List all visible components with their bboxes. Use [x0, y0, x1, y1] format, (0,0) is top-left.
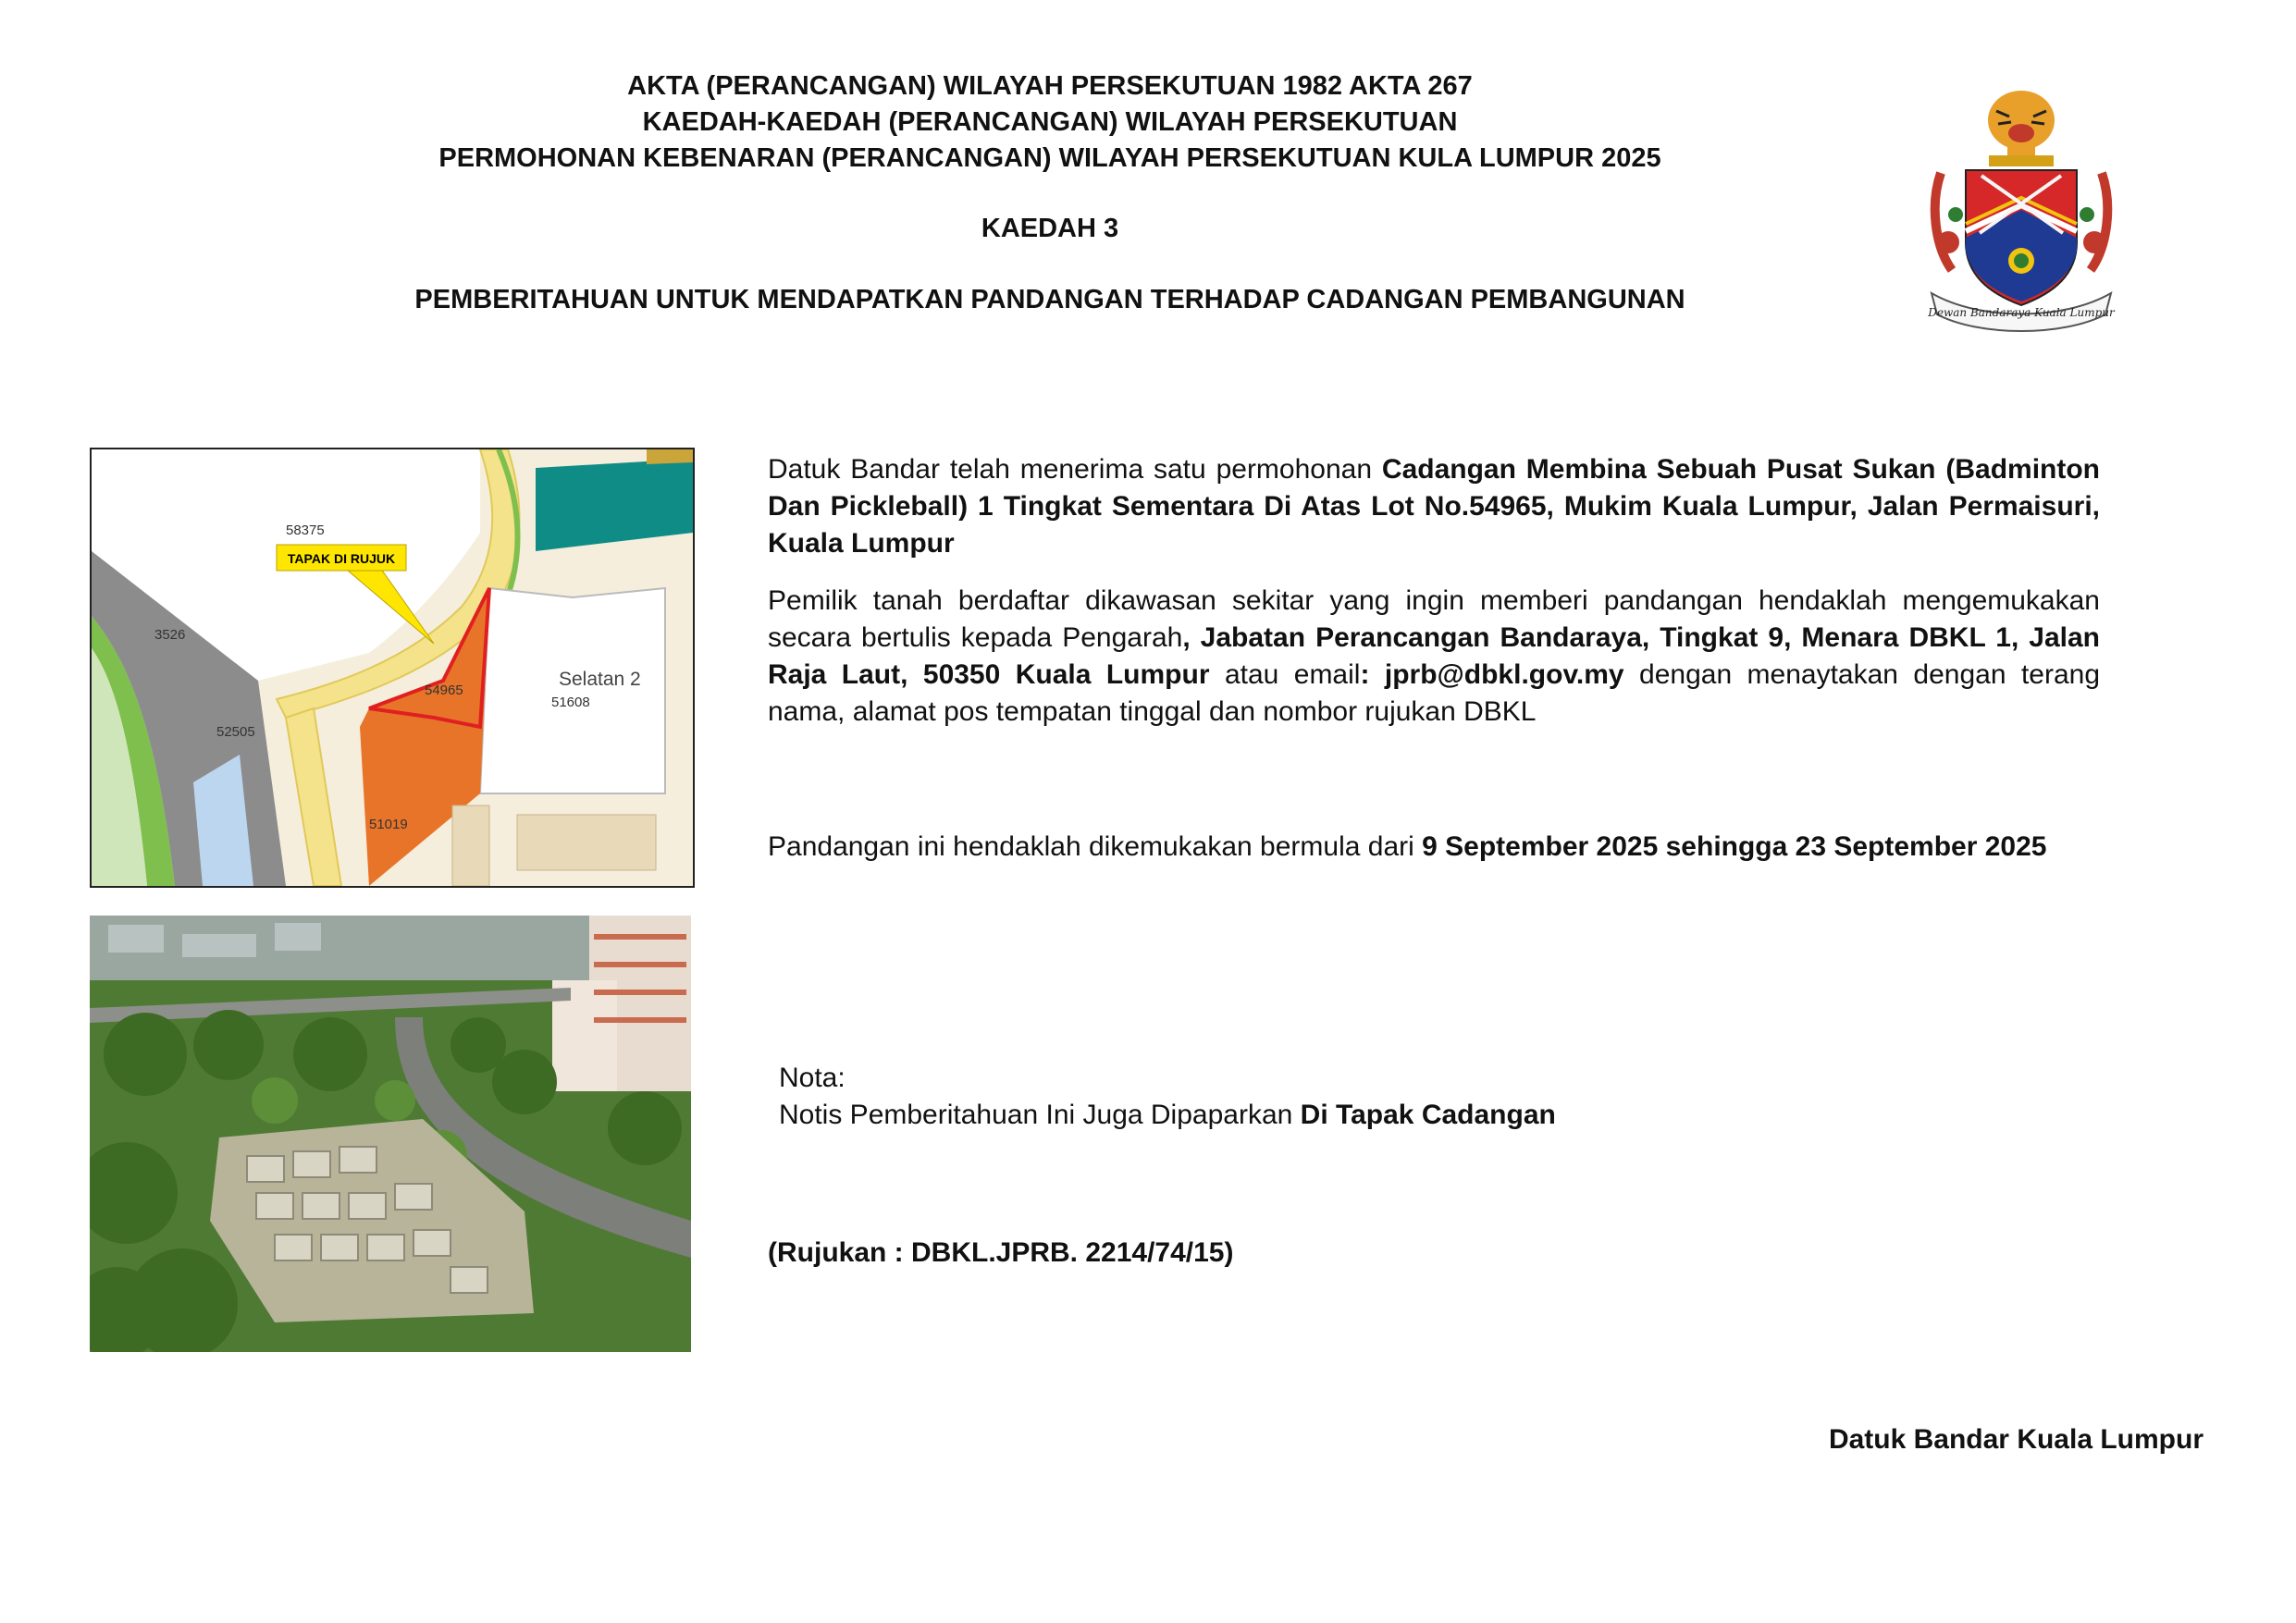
map-callout-label: TAPAK DI RUJUK — [287, 551, 396, 566]
kaedah-title: KAEDAH 3 — [981, 214, 1119, 243]
site-location-map — [90, 448, 695, 888]
lot-label-54965: 54965 — [425, 682, 463, 698]
lot-label-51608: 51608 — [551, 695, 590, 710]
notice-title: PEMBERITAHUAN UNTUK MENDAPATKAN PANDANGAN TERHADAP CADANGAN PEMBANGUNAN — [414, 285, 1685, 314]
submission-paragraph — [768, 583, 2100, 731]
crest-motto: Dewan Bandaraya Kuala Lumpur — [1928, 306, 2115, 319]
note-lead: Notis Pemberitahuan Ini Juga Dipaparkan — [779, 1100, 1301, 1130]
submission-requirements: dengan menaytakan dengan terang nama, alamat pos tempatan tinggal dan nombor rujukan DBKL — [768, 659, 2101, 727]
submission-lead: Pemilik tanah berdaftar dikawasan sekitar yang ingin memberi pandangan hendaklah mengemukakan secara bertulis kepada Pengarah — [768, 585, 2100, 653]
note-label: Nota: — [779, 1063, 846, 1093]
lot-label-52505: 52505 — [216, 724, 255, 740]
department-address: , Jabatan Perancangan Bandaraya, Tingkat 9, Menara DBKL 1, Jalan Raja Laut, 50350 Kuala Lumpur — [768, 622, 2100, 690]
application-title: PERMOHONAN KEBENARAN (PERANCANGAN) WILAYAH PERSEKUTUAN KULA LUMPUR 2025 — [438, 143, 1661, 173]
notice-header — [352, 68, 1748, 318]
period-paragraph — [768, 829, 2100, 866]
site-aerial-photo — [90, 916, 691, 1352]
lot-label-51019: 51019 — [369, 817, 408, 832]
application-lead: Datuk Bandar telah menerima satu permohonan — [768, 454, 1382, 485]
lot-label-58375: 58375 — [286, 523, 325, 538]
email-connector: atau email — [1209, 659, 1361, 690]
site-map-drawing — [92, 449, 693, 886]
note-block — [779, 1060, 1556, 1134]
contact-email: : jprb@dbkl.gov.my — [1360, 659, 1624, 690]
rules-title: KAEDAH-KAEDAH (PERANCANGAN) WILAYAH PERSEKUTUAN — [642, 107, 1458, 137]
application-paragraph — [768, 451, 2100, 562]
dbkl-crest-logo — [1924, 85, 2118, 335]
area-label-selatan: Selatan 2 — [559, 669, 641, 690]
signoff: Datuk Bandar Kuala Lumpur — [1828, 1424, 2203, 1455]
period-lead: Pandangan ini hendaklah dikemukakan bermula dari — [768, 831, 1423, 862]
aerial-photo-drawing — [90, 916, 691, 1352]
submission-period: 9 September 2025 sehingga 23 September 2025 — [1422, 831, 2047, 862]
note-location: Di Tapak Cadangan — [1300, 1100, 1556, 1130]
act-title: AKTA (PERANCANGAN) WILAYAH PERSEKUTUAN 1982 AKTA 267 — [627, 71, 1473, 101]
note-text — [779, 1097, 1556, 1134]
lot-label-3526: 3526 — [154, 627, 186, 643]
reference-number: (Rujukan : DBKL.JPRB. 2214/74/15) — [768, 1237, 1234, 1268]
application-description: Cadangan Membina Sebuah Pusat Sukan (Badminton Dan Pickleball) 1 Tingkat Sementara Di Atas Lot No.54965, Mukim Kuala Lumpur, Jalan Permaisuri, Kuala Lumpur — [768, 454, 2100, 559]
